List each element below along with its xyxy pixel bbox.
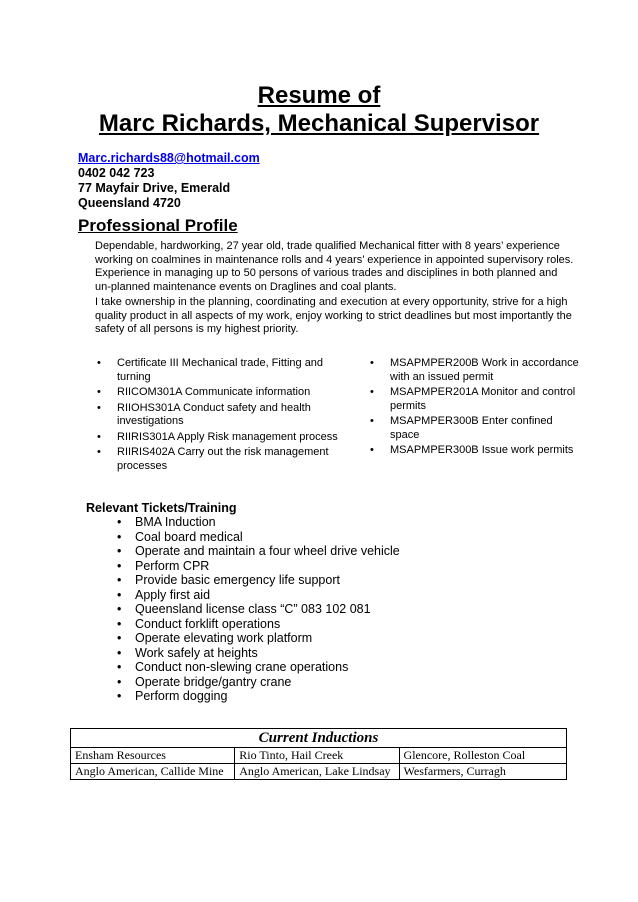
bullet-icon: • (370, 444, 374, 456)
bullet-icon: • (97, 446, 101, 458)
list-item: • Operate and maintain a four wheel drive vehicle (117, 544, 400, 558)
bullet-icon: • (117, 515, 122, 529)
bullet-icon: • (117, 529, 122, 544)
resume-title-line2: Marc Richards, Mechanical Supervisor (98, 110, 540, 137)
bullet-icon: • (117, 558, 122, 573)
email-link[interactable]: Marc.richards88@hotmail.com (78, 151, 260, 165)
bullet-icon: • (370, 357, 374, 369)
list-item: • RIICOM301A Communicate information (97, 386, 311, 398)
list-item: • MSAPMPER200B Work in accordance with an issued permit (370, 357, 579, 383)
tickets-heading: Relevant Tickets/Training (86, 501, 237, 515)
table-cell: Anglo American, Lake Lindsay (235, 764, 399, 780)
list-item: • MSAPMPER201A Monitor and control permits (370, 386, 576, 412)
bullet-icon: • (97, 401, 101, 414)
list-item: • Conduct forklift operations (117, 616, 281, 631)
bullet-icon: • (370, 415, 374, 427)
table-header-row (71, 729, 567, 748)
address-line-2: Queensland 4720 (78, 196, 181, 210)
list-item: • Queensland license class “C” 083 102 081 (117, 602, 371, 616)
qualifications-right-list (368, 357, 583, 460)
list-item: • Coal board medical (117, 529, 243, 544)
address-line-1: 77 Mayfair Drive, Emerald (78, 181, 231, 195)
list-item: • Apply first aid (117, 587, 211, 602)
list-item: • RIIRIS402A Carry out the risk management processes (97, 446, 329, 472)
list-item: • RIIRIS301A Apply Risk management process (97, 430, 338, 443)
inductions-table (70, 728, 567, 780)
bullet-icon: • (117, 689, 122, 703)
bullet-icon: • (117, 544, 122, 558)
table-cell: Wesfarmers, Curragh (399, 764, 566, 780)
bullet-icon: • (117, 660, 122, 674)
bullet-icon: • (117, 674, 122, 689)
list-item: • Provide basic emergency life support (117, 573, 340, 587)
list-item: • Conduct non-slewing crane operations (117, 660, 349, 674)
bullet-icon: • (370, 386, 374, 398)
table-row (71, 748, 567, 764)
list-item: • BMA Induction (117, 515, 216, 529)
resume-title-line1: Resume of (257, 82, 381, 109)
list-item: • RIIOHS301A Conduct safety and health investigations (97, 401, 311, 427)
table-cell: Rio Tinto, Hail Creek (235, 748, 399, 764)
list-item: • Operate bridge/gantry crane (117, 674, 292, 689)
table-cell: Ensham Resources (71, 748, 235, 764)
bullet-icon: • (117, 616, 122, 631)
list-item: • Operate elevating work platform (117, 631, 313, 645)
table-cell: Glencore, Rolleston Coal (399, 748, 566, 764)
tickets-list (115, 515, 535, 704)
bullet-icon: • (117, 645, 122, 660)
qualifications-left-list (95, 357, 340, 475)
profile-paragraph-2: I take ownership in the planning, coordinating and execution at every opportunity, strive for a high quality product in all aspects of my work, enjoy working to strict deadlines but most importantly the safety of all persons is my highest priority. (95, 296, 572, 335)
contact-block (78, 151, 260, 211)
table-cell: Anglo American, Callide Mine (71, 764, 235, 780)
phone-number: 0402 042 723 (78, 166, 155, 180)
bullet-icon: • (117, 573, 122, 587)
bullet-icon: • (97, 386, 101, 398)
bullet-icon: • (97, 357, 101, 369)
inductions-title: Current Inductions (71, 729, 567, 748)
bullet-icon: • (117, 587, 122, 602)
list-item: • Perform dogging (117, 689, 228, 703)
profile-paragraph-1: Dependable, hardworking, 27 year old, trade qualified Mechanical fitter with 8 years’ experience working on coalmines in maintenance rolls and 4 years’ experience in appointed supervisory roles. Experience in managing up to 50 persons of various trades and disciplines in both planned and un-planned maintenance events on Draglines and coal plants. (95, 240, 574, 293)
list-item: • MSAPMPER300B Issue work permits (370, 444, 574, 456)
list-item: • Work safely at heights (117, 645, 258, 660)
bullet-icon: • (97, 430, 101, 443)
bullet-icon: • (117, 602, 122, 616)
list-item: • Perform CPR (117, 558, 210, 573)
bullet-icon: • (117, 631, 122, 645)
table-row (71, 764, 567, 780)
professional-profile-heading: Professional Profile (78, 216, 238, 235)
list-item: • MSAPMPER300B Enter confined space (370, 415, 553, 441)
list-item: • Certificate III Mechanical trade, Fitting and turning (97, 357, 324, 383)
